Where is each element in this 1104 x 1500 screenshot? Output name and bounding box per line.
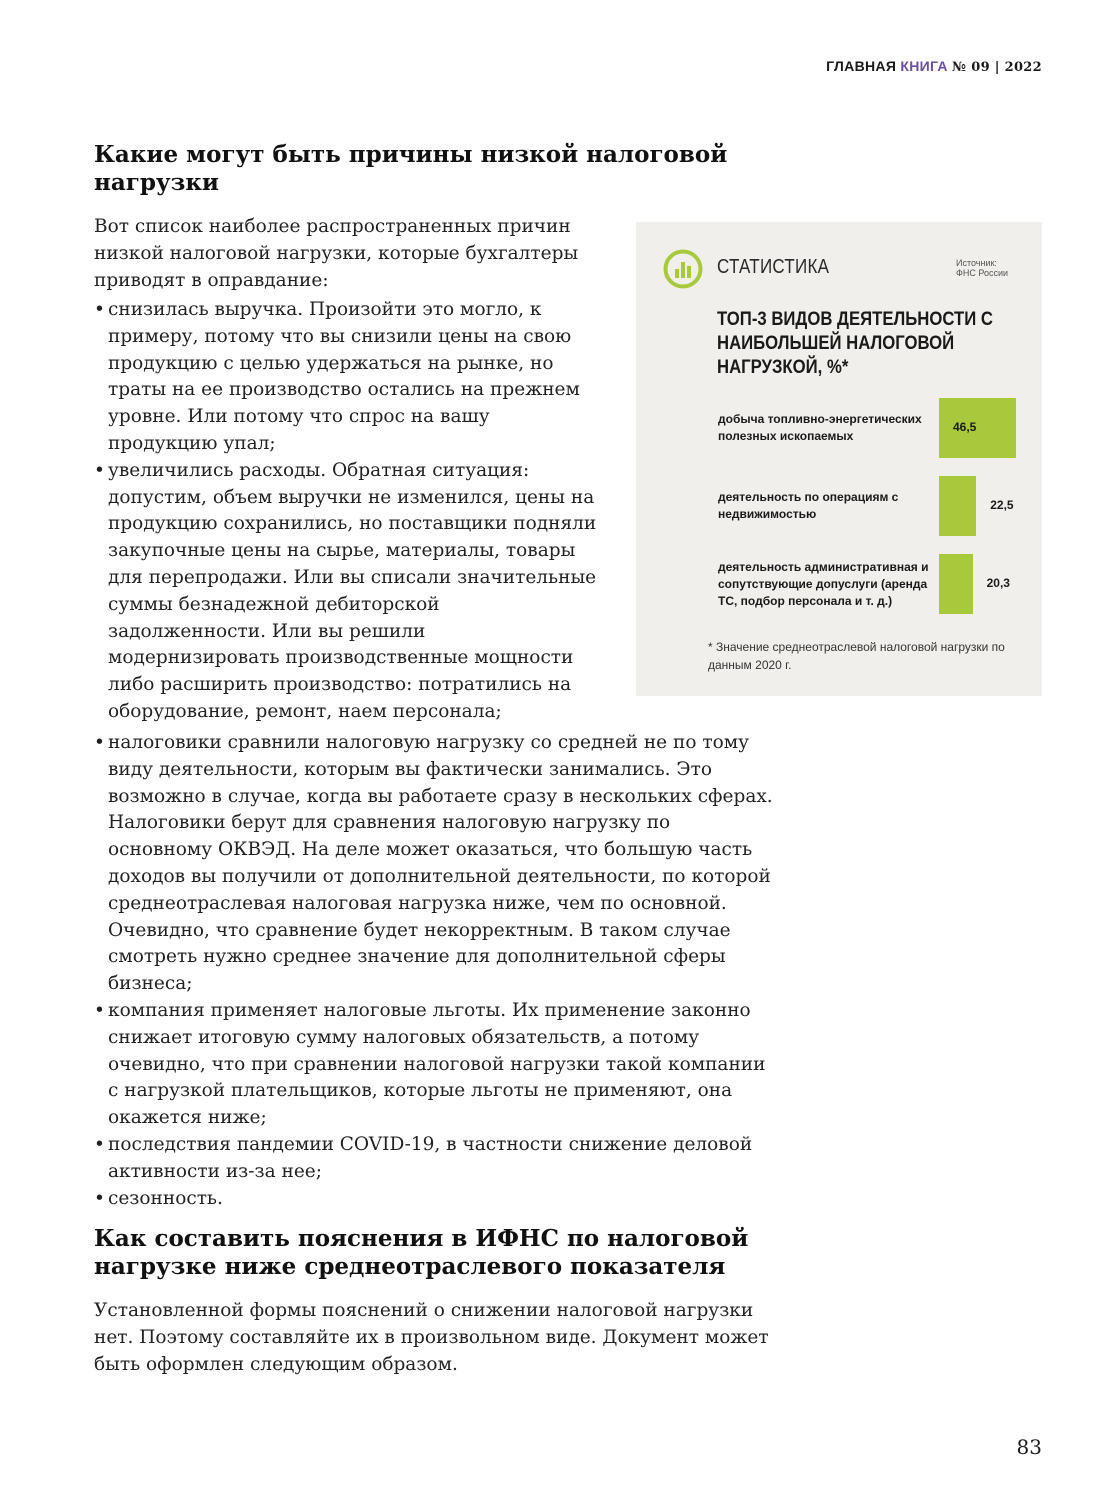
list-item: • последствия пандемии COVID-19, в частности снижение деловой активности из-за нее; [94, 1132, 774, 1186]
bar-chart [636, 222, 1042, 696]
intro-paragraph: Вот список наиболее распространенных причин низкой налоговой нагрузки, которые бухгалтеры приводят в оправдание: [94, 216, 579, 291]
bar [939, 476, 976, 536]
bar [939, 398, 1016, 458]
bar-category-label: деятельность административная и сопутствующие допуслуги (аренда ТС, подбор персонала и т. д.) [718, 559, 929, 608]
list-item: • увеличились расходы. Обратная ситуация: допустим, объем выручки не изменился, цены на продукцию сохранились, но поставщики подняли закупочные цены на сырье, материалы, товары для перепродажи. Или вы списали значительные суммы безнадежной дебиторской задолженности. Или вы решили модернизировать производственные мощности либо расширить производство: потратились на оборудование, ремонт, наем персонала; [94, 458, 599, 726]
bar-value-label: 20,3 [986, 576, 1010, 590]
source-name: ФНС России [956, 268, 1009, 278]
reasons-list-top [94, 297, 599, 726]
section-heading-reasons: Какие могут быть причины низкой налоговой нагрузки [94, 141, 728, 196]
source-caption: Источник: [956, 258, 997, 268]
magazine-name-part1: ГЛАВНАЯ [826, 58, 897, 74]
list-item: • снизилась выручка. Произойти это могло, к примеру, потому что вы снизили цены на свою продукцию с целью удержаться на рынке, но траты на ее производство остались на прежнем уровне. Или потому что спрос на вашу продукцию упал; [94, 297, 599, 458]
page-number: 83 [1016, 1435, 1042, 1459]
magazine-name-part2: КНИГА [900, 58, 948, 74]
statistics-label: СТАТИСТИКА [717, 256, 830, 278]
issue-number: № 09 | 2022 [951, 60, 1042, 75]
chart-title: ТОП-3 ВИДОВ ДЕЯТЕЛЬНОСТИ С НАИБОЛЬШЕЙ НАЛОГОВОЙ НАГРУЗКОЙ, %* [717, 309, 993, 378]
closing-paragraph: Установленной формы пояснений о снижении налоговой нагрузки нет. Поэтому составляйте их в произвольном виде. Документ может быть оформлен следующим образом. [94, 1300, 769, 1375]
statistics-box [636, 222, 1042, 696]
list-item: • компания применяет налоговые льготы. Их применение законно снижает итоговую сумму налоговых обязательств, а потому очевидно, что при сравнении налоговой нагрузки такой компании с нагрузкой плательщиков, которые льготы не применяют, она окажется ниже; [94, 998, 774, 1132]
section-heading-explanations: Как составить пояснения в ИФНС по налоговой нагрузке ниже среднеотраслевого показателя [94, 1225, 749, 1280]
list-item: • сезонность. [94, 1186, 774, 1213]
bar [939, 554, 973, 614]
running-header [826, 58, 1042, 75]
bar-value-label: 22,5 [990, 498, 1014, 512]
bar-value-label: 46,5 [953, 420, 977, 434]
bar-category-label: добыча топливно-энергетических полезных ископаемых [718, 412, 922, 443]
bar-category-label: деятельность по операциям с недвижимостью [718, 490, 899, 521]
reasons-list-bottom [94, 730, 774, 1212]
list-item: • налоговики сравнили налоговую нагрузку со средней не по тому виду деятельности, которым вы фактически занимались. Это возможно в случае, когда вы работаете сразу в нескольких сферах. Налоговики берут для сравнения налоговую нагрузку по основному ОКВЭД. На деле может оказаться, что большую часть доходов вы получили от дополнительной деятельности, по которой среднеотраслевая налоговая нагрузка ниже, чем по основной. Очевидно, что сравнение будет некорректным. В таком случае смотреть нужно среднее значение для дополнительной сферы бизнеса; [94, 730, 774, 998]
chart-footnote: * Значение среднеотраслевой налоговой нагрузки по данным 2020 г. [708, 640, 1005, 672]
